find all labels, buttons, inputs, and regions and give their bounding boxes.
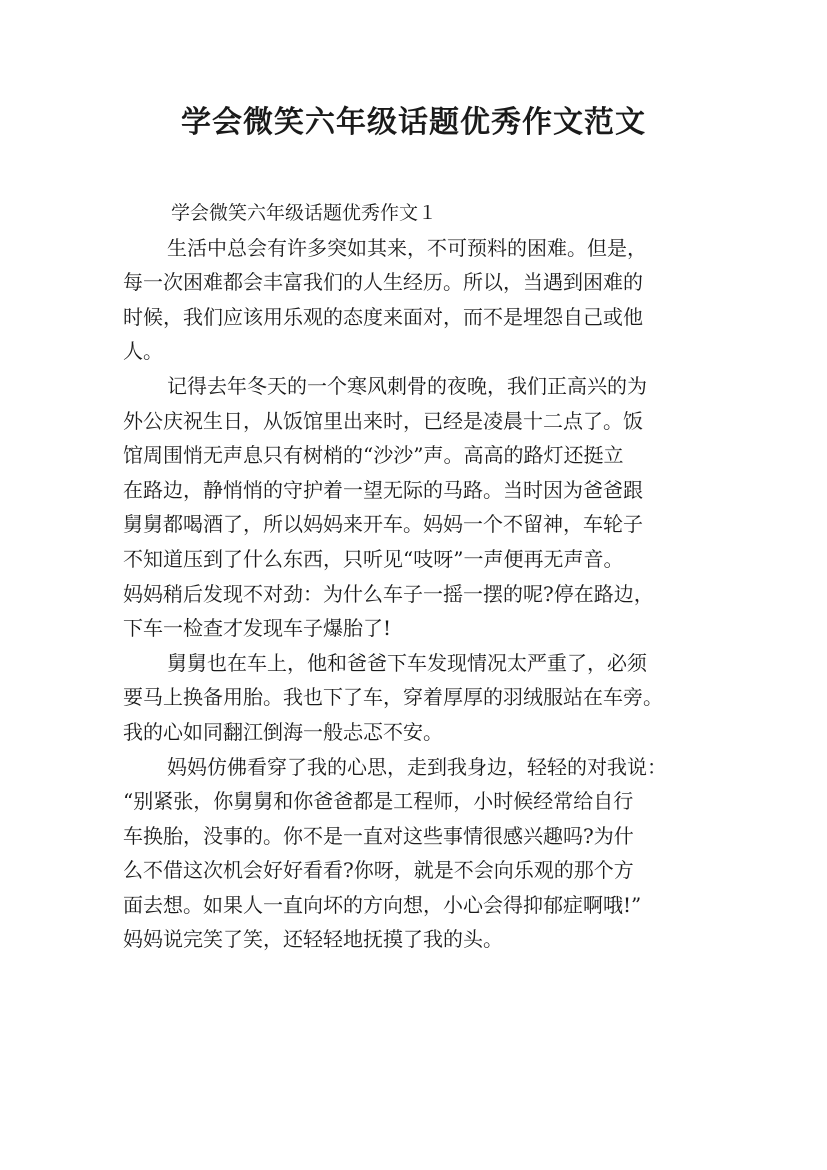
paragraph-line: 车换胎，没事的。你不是一直对这些事情很感兴趣吗?为什 [123, 823, 634, 848]
paragraph-2 [123, 369, 713, 646]
document-body [123, 196, 713, 957]
paragraph-line: 人。 [123, 339, 163, 364]
paragraph-line: 妈妈仿佛看穿了我的心思，走到我身边，轻轻的对我说： [167, 754, 667, 779]
paragraph-3 [123, 646, 713, 750]
paragraph-line: 记得去年冬天的一个寒风刺骨的夜晚，我们正高兴的为 [167, 373, 647, 398]
paragraph-line: 外公庆祝生日，从饭馆里出来时，已经是凌晨十二点了。饭 [123, 408, 643, 433]
paragraph-line: 妈妈说完笑了笑，还轻轻地抚摸了我的头。 [123, 927, 503, 952]
paragraph-line: 馆周围悄无声息只有树梢的“沙沙”声。高高的路灯还挺立 [123, 443, 624, 468]
paragraph-1 [123, 231, 713, 369]
paragraph-line: “别紧张，你舅舅和你爸爸都是工程师，小时候经常给自行 [123, 789, 634, 814]
document-title: 学会微笑六年级话题优秀作文范文 [181, 105, 646, 140]
paragraph-line: 每一次困难都会丰富我们的人生经历。所以，当遇到困难的 [123, 270, 643, 295]
paragraph-line: 不知道压到了什么东西，只听见“吱呀”一声便再无声音。 [123, 546, 624, 571]
paragraph-line: 下车一检查才发现车子爆胎了! [123, 616, 392, 641]
paragraph-line: 妈妈稍后发现不对劲：为什么车子一摇一摆的呢?停在路边， [123, 581, 654, 606]
paragraph-line: 面去想。如果人一直向坏的方向想，小心会得抑郁症啊哦!” [123, 892, 642, 917]
paragraph-line: 生活中总会有许多突如其来，不可预料的困难。但是， [167, 235, 647, 260]
paragraph-4 [123, 750, 713, 958]
paragraph-line: 时候，我们应该用乐观的态度来面对，而不是埋怨自己或他 [123, 304, 643, 329]
paragraph-line: 我的心如同翻江倒海一般忐忑不安。 [123, 719, 443, 744]
essay-subtitle: 学会微笑六年级话题优秀作文１ [171, 202, 438, 224]
paragraph-line: 舅舅也在车上，他和爸爸下车发现情况太严重了，必须 [167, 650, 647, 675]
paragraph-line: 舅舅都喝酒了，所以妈妈来开车。妈妈一个不留神，车轮子 [123, 512, 643, 537]
paragraph-line: 要马上换备用胎。我也下了车，穿着厚厚的羽绒服站在车旁。 [123, 685, 663, 710]
paragraph-line: 在路边，静悄悄的守护着一望无际的马路。当时因为爸爸跟 [123, 477, 643, 502]
paragraph-line: 么不借这次机会好好看看?你呀，就是不会向乐观的那个方 [123, 858, 634, 883]
